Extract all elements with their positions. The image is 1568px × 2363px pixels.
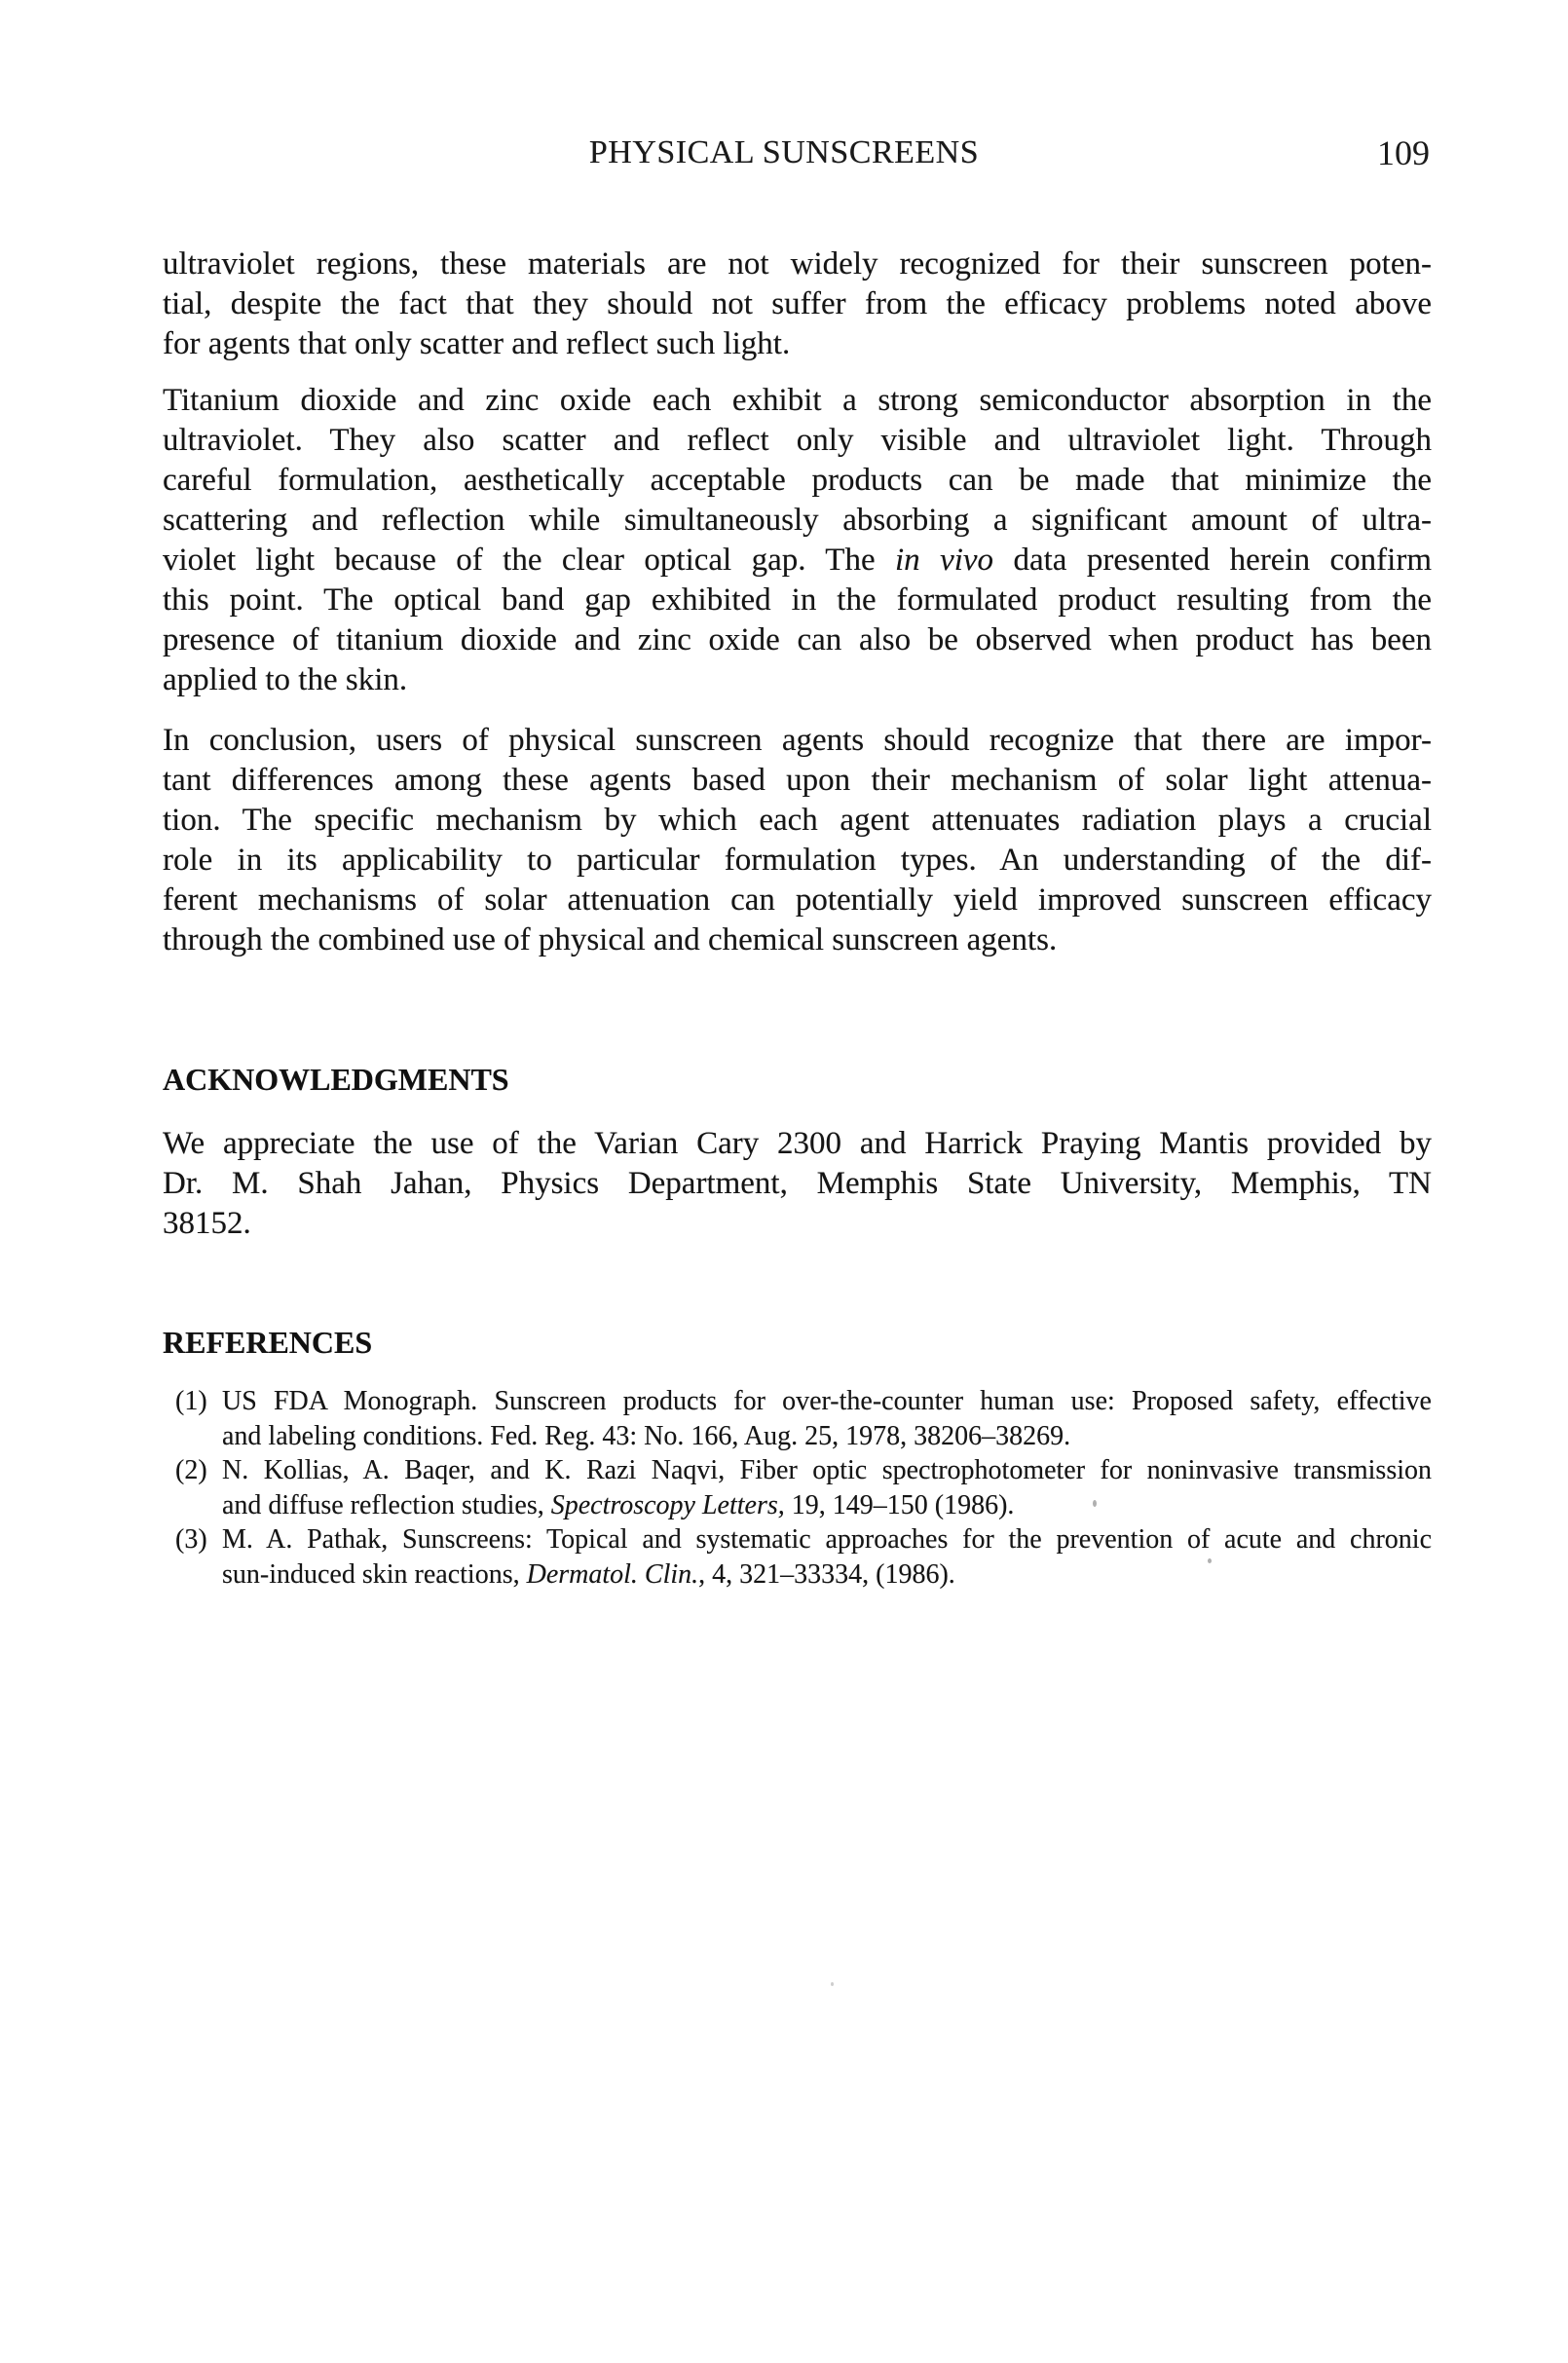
text-line: Dr. M. Shah Jahan, Physics Department, Memphis State University, Memphis, TN — [163, 1166, 1432, 1201]
text-line: Titanium dioxide and zinc oxide each exhibit a strong semiconductor absorption in the — [163, 383, 1432, 418]
reference-number-3: (3) — [175, 1524, 207, 1555]
text-line: N. Kollias, A. Baqer, and K. Razi Naqvi, Fiber optic spectrophotometer for noninvasive transmission — [222, 1455, 1432, 1485]
text-line: this point. The optical band gap exhibited in the formulated product resulting from the — [163, 582, 1432, 618]
paragraph-ultraviolet-regions — [163, 244, 1432, 364]
text-line: US FDA Monograph. Sunscreen products for over-the-counter human use: Proposed safety, effective — [222, 1386, 1432, 1416]
text-line: through the combined use of physical and chemical sunscreen agents. — [163, 922, 1058, 957]
text-run: data presented herein confirm — [993, 543, 1432, 578]
reference-text-3 — [222, 1522, 1432, 1592]
text-line: and labeling conditions. Fed. Reg. 43: No. 166, Aug. 25, 1978, 38206–38269. — [222, 1420, 1071, 1451]
text-line: ultraviolet. They also scatter and reflect only visible and ultraviolet light. Through — [163, 423, 1432, 458]
reference-list — [163, 1384, 1432, 1592]
running-title: PHYSICAL SUNSCREENS — [588, 134, 980, 170]
text-line — [163, 541, 1432, 581]
acknowledgments-paragraph — [163, 1124, 1432, 1244]
reference-item-3 — [163, 1522, 1432, 1592]
reference-text-2 — [222, 1453, 1432, 1522]
text-line: 38152. — [163, 1206, 251, 1241]
italic-text: in vivo — [895, 543, 994, 578]
reference-number-2: (2) — [175, 1455, 207, 1485]
text-line: presence of titanium dioxide and zinc oxide can also be observed when product has been — [163, 622, 1432, 657]
acknowledgments-heading: ACKNOWLEDGMENTS — [163, 1062, 509, 1097]
text-line: We appreciate the use of the Varian Cary 2300 and Harrick Praying Mantis provided by — [163, 1126, 1432, 1161]
text-line: careful formulation, aesthetically acceptable products can be made that minimize the — [163, 463, 1432, 498]
paragraph-conclusion — [163, 721, 1432, 960]
scan-speck-artifact — [1093, 1500, 1097, 1507]
text-run: and diffuse reflection studies, — [222, 1489, 551, 1520]
scan-speck-artifact — [831, 1982, 834, 1986]
italic-text: Dermatol. Clin. — [526, 1558, 699, 1590]
text-run: sun-induced skin reactions, — [222, 1558, 527, 1590]
text-line: M. A. Pathak, Sunscreens: Topical and systematic approaches for the prevention of acute and chronic — [222, 1524, 1432, 1555]
text-line: scattering and reflection while simultaneously absorbing a significant amount of ultra- — [163, 503, 1432, 538]
paragraph-titanium-dioxide — [163, 381, 1432, 700]
reference-number-1: (1) — [175, 1386, 207, 1416]
references-heading: REFERENCES — [163, 1325, 373, 1360]
text-run: violet light because of the clear optical gap. The — [163, 543, 896, 578]
reference-item-2 — [163, 1453, 1432, 1522]
text-line: for agents that only scatter and reflect such light. — [163, 326, 791, 361]
text-line: tion. The specific mechanism by which each agent attenuates radiation plays a crucial — [163, 803, 1432, 838]
italic-text: Spectroscopy Letters, — [550, 1489, 785, 1520]
page-number: 109 — [1377, 133, 1430, 172]
text-run: , 4, 321–33334, (1986). — [698, 1558, 955, 1590]
text-line: In conclusion, users of physical sunscreen agents should recognize that there are impor- — [163, 723, 1432, 758]
reference-item-1 — [163, 1384, 1432, 1453]
text-line — [222, 1557, 1432, 1593]
scan-speck-artifact — [1208, 1558, 1212, 1563]
text-line: ultraviolet regions, these materials are not widely recognized for their sunscreen poten- — [163, 246, 1432, 281]
text-line: tial, despite the fact that they should not suffer from the efficacy problems noted above — [163, 286, 1432, 321]
text-line — [222, 1488, 1432, 1523]
text-line: tant differences among these agents based upon their mechanism of solar light attenua- — [163, 763, 1432, 798]
text-run: 19, 149–150 (1986). — [784, 1489, 1015, 1520]
text-line: applied to the skin. — [163, 662, 408, 697]
text-line: role in its applicability to particular formulation types. An understanding of the dif- — [163, 843, 1432, 878]
reference-text-1 — [222, 1384, 1432, 1453]
text-line: ferent mechanisms of solar attenuation can potentially yield improved sunscreen efficacy — [163, 882, 1432, 918]
